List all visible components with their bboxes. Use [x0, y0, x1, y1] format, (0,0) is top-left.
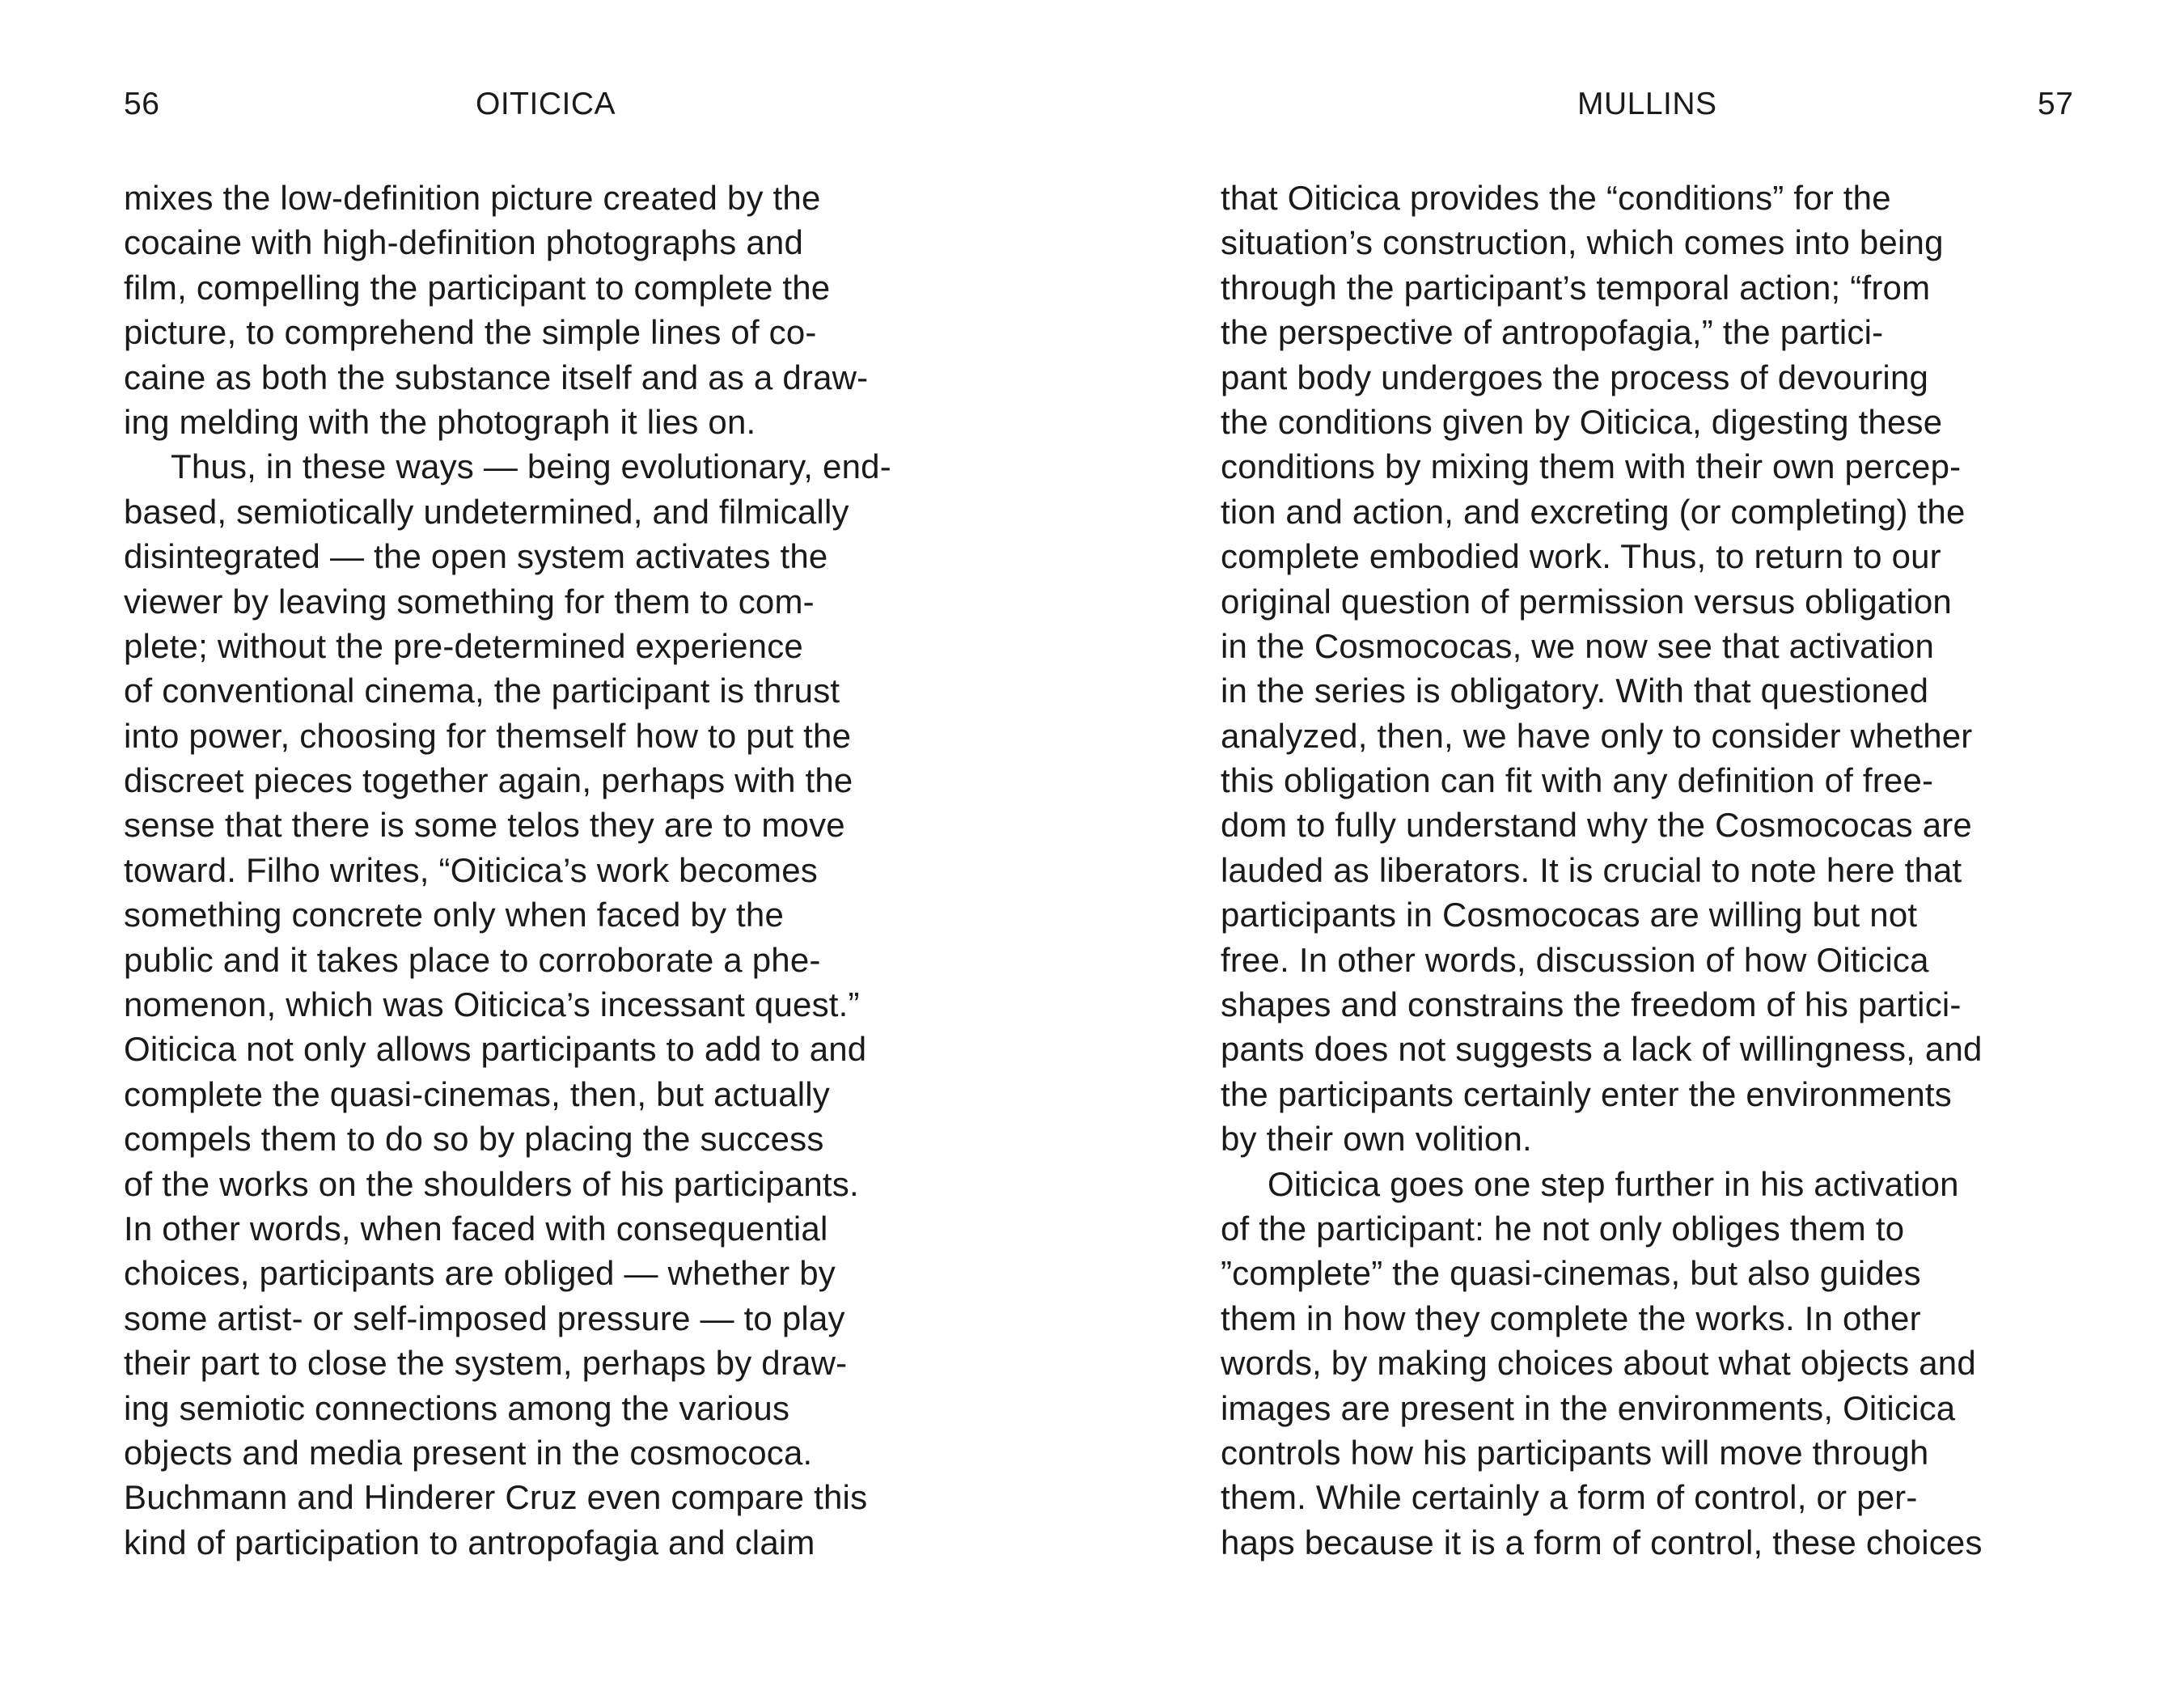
text-line: lauded as liberators. It is crucial to note here that	[1221, 850, 1962, 889]
text-line: them. While certainly a form of control, or per-	[1221, 1478, 1918, 1517]
text-line: mixes the low-definition picture created by the	[124, 179, 821, 217]
right-body-text	[1221, 176, 1983, 1565]
text-line: compels them to do so by placing the success	[124, 1120, 824, 1159]
text-line: Oiticica not only allows participants to add to and	[124, 1030, 867, 1069]
page-number-right: 57	[2038, 87, 2074, 121]
text-line: images are present in the environments, Oiticica	[1221, 1388, 1956, 1427]
text-line: Buchmann and Hinderer Cruz even compare this	[124, 1478, 868, 1517]
text-line: them in how they complete the works. In other	[1221, 1299, 1921, 1337]
text-line: of the participant: he not only obliges them to	[1221, 1209, 1905, 1248]
text-line: caine as both the substance itself and as a draw-	[124, 358, 869, 396]
text-line: plete; without the pre-determined experience	[124, 626, 803, 665]
text-line: the participants certainly enter the environments	[1221, 1074, 1952, 1113]
right-page	[1092, 0, 2184, 1699]
text-line: participants in Cosmococas are willing but not	[1221, 896, 1918, 934]
text-line: by their own volition.	[1221, 1120, 1532, 1159]
text-line: kind of participation to antropofagia and claim	[124, 1523, 815, 1561]
text-line: the conditions given by Oiticica, digesting these	[1221, 402, 1943, 441]
text-line: choices, participants are obliged — whether by	[124, 1254, 836, 1293]
text-line: of conventional cinema, the participant is thrust	[124, 672, 840, 710]
text-line: cocaine with high-definition photographs and	[124, 223, 804, 262]
text-line: sense that there is some telos they are to move	[124, 806, 845, 845]
text-line: the perspective of antropofagia,” the partici-	[1221, 313, 1884, 352]
text-line: original question of permission versus obligation	[1221, 582, 1952, 621]
text-line: complete the quasi-cinemas, then, but actually	[124, 1074, 831, 1113]
text-line: picture, to comprehend the simple lines of co-	[124, 313, 817, 352]
text-line: words, by making choices about what objects and	[1221, 1344, 1976, 1383]
text-line: of the works on the shoulders of his participants.	[124, 1164, 859, 1203]
text-line: this obligation can fit with any definition of free-	[1221, 761, 1934, 800]
text-line: something concrete only when faced by the	[124, 896, 785, 934]
text-line: discreet pieces together again, perhaps with the	[124, 761, 853, 800]
running-head-right: MULLINS	[1577, 87, 1717, 121]
text-line: controls how his participants will move through	[1221, 1433, 1929, 1472]
text-line: disintegrated — the open system activates the	[124, 537, 828, 576]
text-line: conditions by mixing them with their own percep-	[1221, 447, 1962, 486]
text-line: in the Cosmococas, we now see that activation	[1221, 626, 1935, 665]
text-line: situation’s construction, which comes into being	[1221, 223, 1944, 262]
text-line: tion and action, and excreting (or completing) the	[1221, 492, 1966, 531]
text-line: into power, choosing for themself how to put the	[124, 716, 852, 755]
text-line: ing melding with the photograph it lies on.	[124, 402, 756, 441]
text-line: in the series is obligatory. With that questioned	[1221, 672, 1929, 710]
text-line: nomenon, which was Oiticica’s incessant quest.”	[124, 985, 860, 1024]
text-line: pant body undergoes the process of devouring	[1221, 358, 1929, 396]
text-line: In other words, when faced with consequential	[124, 1209, 828, 1248]
text-line: Oiticica goes one step further in his activation	[1268, 1164, 1959, 1203]
text-line: viewer by leaving something for them to com-	[124, 582, 815, 621]
text-line: that Oiticica provides the “conditions” for the	[1221, 179, 1891, 217]
text-line: through the participant’s temporal action; “from	[1221, 268, 1931, 307]
text-line: dom to fully understand why the Cosmococas are	[1221, 806, 1972, 845]
text-line: ing semiotic connections among the various	[124, 1388, 790, 1427]
left-body-text	[124, 176, 891, 1565]
text-line: haps because it is a form of control, these choices	[1221, 1523, 1983, 1561]
text-line: based, semiotically undetermined, and filmically	[124, 492, 849, 531]
text-line: their part to close the system, perhaps by draw-	[124, 1344, 848, 1383]
text-line: film, compelling the participant to complete the	[124, 268, 831, 307]
page-number-left: 56	[124, 87, 160, 121]
text-line: Thus, in these ways — being evolutionary, end-	[171, 447, 891, 486]
text-line: analyzed, then, we have only to consider whether	[1221, 716, 1973, 755]
running-head-left: OITICICA	[476, 87, 616, 121]
text-line: objects and media present in the cosmococa.	[124, 1433, 813, 1472]
text-line: some artist- or self-imposed pressure — to play	[124, 1299, 845, 1337]
text-line: complete embodied work. Thus, to return to our	[1221, 537, 1941, 576]
text-line: shapes and constrains the freedom of his partici-	[1221, 985, 1962, 1024]
text-line: ”complete” the quasi-cinemas, but also guides	[1221, 1254, 1921, 1293]
text-line: pants does not suggests a lack of willingness, and	[1221, 1030, 1983, 1069]
text-line: public and it takes place to corroborate a phe-	[124, 940, 821, 979]
text-line: free. In other words, discussion of how Oiticica	[1221, 940, 1929, 979]
text-line: toward. Filho writes, “Oiticica’s work becomes	[124, 850, 818, 889]
